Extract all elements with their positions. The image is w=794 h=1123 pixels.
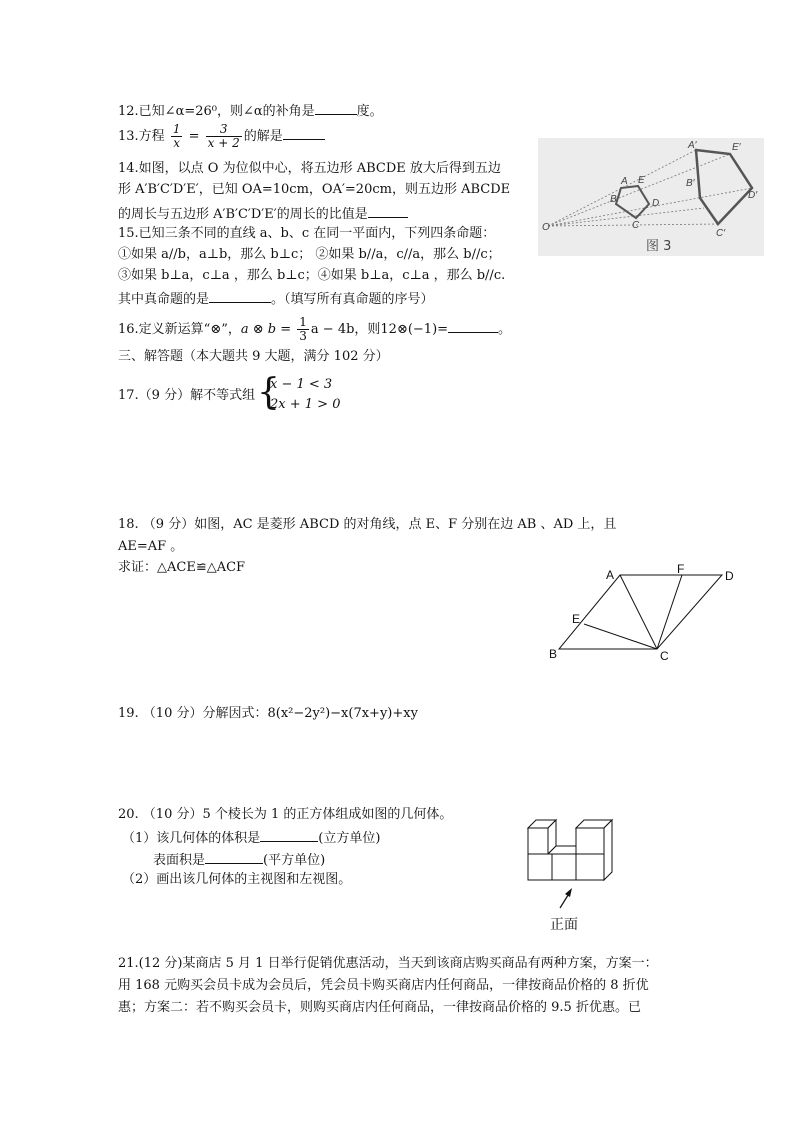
q14-line-1: 14.如图，以点 O 为位似中心，将五边形 ABCDE 放大后得到五边 <box>118 161 501 176</box>
q16-expression-2: a − 4b，则12⊗(−1)= <box>310 322 449 337</box>
question-12 <box>118 100 383 121</box>
cube-front-face <box>552 854 576 880</box>
q20-line-3 <box>153 849 325 870</box>
label-d: D <box>725 569 734 583</box>
answer-blank <box>368 203 408 218</box>
q15-line-4-prefix: 其中真命题的是 <box>118 292 210 307</box>
answer-blank <box>209 288 271 303</box>
answer-blank <box>448 318 498 333</box>
fraction-3-over-x-plus-2: $\frac{3}{x + 2}$ <box>207 122 240 150</box>
fraction-1-over-3: $\frac{1}{3}$ <box>299 315 307 343</box>
label-e-prime: E′ <box>732 142 741 153</box>
q21-line-1: 21.(12 分)某商店 5 月 1 日举行促销优惠活动，当天到该商店购买商品有两种方案，方案一： <box>118 956 658 971</box>
label-c: C <box>660 649 669 662</box>
q20-line-2-suffix: (立方单位) <box>318 831 381 846</box>
q15-line-4-suffix: 。（填写所有真命题的序号） <box>271 292 434 307</box>
label-f: F <box>677 562 685 576</box>
brace: { <box>257 372 280 413</box>
q16-prefix: 16.定义新运算“⊗”， <box>118 322 241 337</box>
q15-line-3: ③如果 b⊥a，c⊥a ，那么 b⊥c；④如果 b⊥a，c⊥a ，那么 b//c. <box>118 268 506 283</box>
inequality-2: 2x + 1 > 0 <box>270 397 341 412</box>
q17-prefix: 17.（9 分）解不等式组 <box>118 388 256 403</box>
front-arrow <box>560 888 572 908</box>
q20-line-4: （2）画出该几何体的主视图和左视图。 <box>122 872 352 887</box>
label-a: A <box>606 568 615 582</box>
q13-prefix: 13.方程 <box>118 129 165 144</box>
label-e: E <box>572 612 581 626</box>
q21-line-2: 用 168 元购买会员卡成为会员后，凭会员卡购买商店内任何商品，一律按商品价格的 8 折优 <box>118 978 649 993</box>
question-13 <box>118 123 325 150</box>
q15-line-4 <box>118 288 434 309</box>
label-a-prime: A′ <box>688 140 697 151</box>
q20-line-1: 20. （10 分）5 个棱长为 1 的正方体组成如图的几何体。 <box>118 807 453 822</box>
figure-caption: 图 3 <box>646 239 672 254</box>
segment-cf <box>657 575 682 649</box>
inequality-system <box>270 375 340 415</box>
front-label: 正面 <box>550 917 578 933</box>
cube-side-face <box>604 820 612 880</box>
label-d: D <box>652 198 660 209</box>
inequality-1: x − 1 < 3 <box>270 377 333 392</box>
label-d-prime: D′ <box>748 190 758 201</box>
label-c: C <box>632 220 640 231</box>
q16-suffix: 。 <box>498 322 512 337</box>
section-3-heading: 三、解答题（本大题共 9 大题，满分 102 分） <box>118 349 389 364</box>
answer-blank <box>283 125 325 140</box>
answer-blank <box>205 849 263 864</box>
q20-line-2 <box>122 827 380 848</box>
q20-line-2-prefix: （1）该几何体的体积是 <box>122 831 261 846</box>
q21-line-3: 惠；方案二：若不购买会员卡，则购买商店内任何商品，一律按商品价格的 9.5 折优惠。已 <box>118 1000 641 1015</box>
label-b: B <box>549 647 558 661</box>
label-c-prime: C′ <box>716 228 726 239</box>
cube-solid-figure <box>520 812 630 937</box>
fraction-1-over-x: $\frac{1}{x}$ <box>172 122 181 150</box>
q18-line-2: AE=AF 。 <box>118 539 184 554</box>
answer-blank <box>260 827 318 842</box>
q14-line-3-text: 的周长与五边形 A′B′C′D′E′的周长的比值是 <box>118 207 368 222</box>
question-19: 19. （10 分）分解因式：8(x²−2y²)−x(7x+y)+xy <box>118 706 418 721</box>
q15-line-2: ①如果 a//b，a⊥b，那么 b⊥c； ②如果 b//a，c//a，那么 b//c； <box>118 247 501 262</box>
q14-line-2: 形 A′B′C′D′E′，已知 OA=10cm，OA′=20cm，则五边形 ABCDE <box>118 182 511 197</box>
q12-suffix: 度。 <box>356 104 383 119</box>
cube-front-face <box>528 854 552 880</box>
cube-front-face <box>528 828 548 854</box>
cube-front-face <box>576 828 604 854</box>
q16-expression: a ⊗ b = <box>240 322 292 337</box>
q12-text: 12.已知∠α=26⁰，则∠α的补角是 <box>118 104 315 119</box>
rhombus-abcd <box>559 575 722 649</box>
label-e: E <box>638 175 645 186</box>
q13-suffix: 的解是 <box>243 129 283 144</box>
q20-line-3-suffix: (平方单位) <box>263 853 326 868</box>
question-16 <box>118 316 511 343</box>
figure-3-homothety <box>538 138 764 256</box>
label-b-prime: B′ <box>686 178 695 189</box>
q20-line-3-prefix: 表面积是 <box>153 853 206 868</box>
label-o: O <box>542 222 550 233</box>
rhombus-figure <box>540 562 740 662</box>
q18-line-1: 18. （9 分）如图，AC 是菱形 ABCD 的对角线，点 E、F 分别在边 AB 、AD 上，且 <box>118 517 617 532</box>
q14-line-3 <box>118 203 408 224</box>
equals-sign: = <box>188 129 200 144</box>
cube-front-face <box>576 854 604 880</box>
label-a: A <box>621 176 628 187</box>
q15-line-1: 15.已知三条不同的直线 a、b、c 在同一平面内，下列四条命题： <box>118 226 496 241</box>
answer-blank <box>315 100 357 115</box>
label-b: B <box>610 194 617 205</box>
q18-line-3: 求证：△ACE≌△ACF <box>118 560 246 575</box>
